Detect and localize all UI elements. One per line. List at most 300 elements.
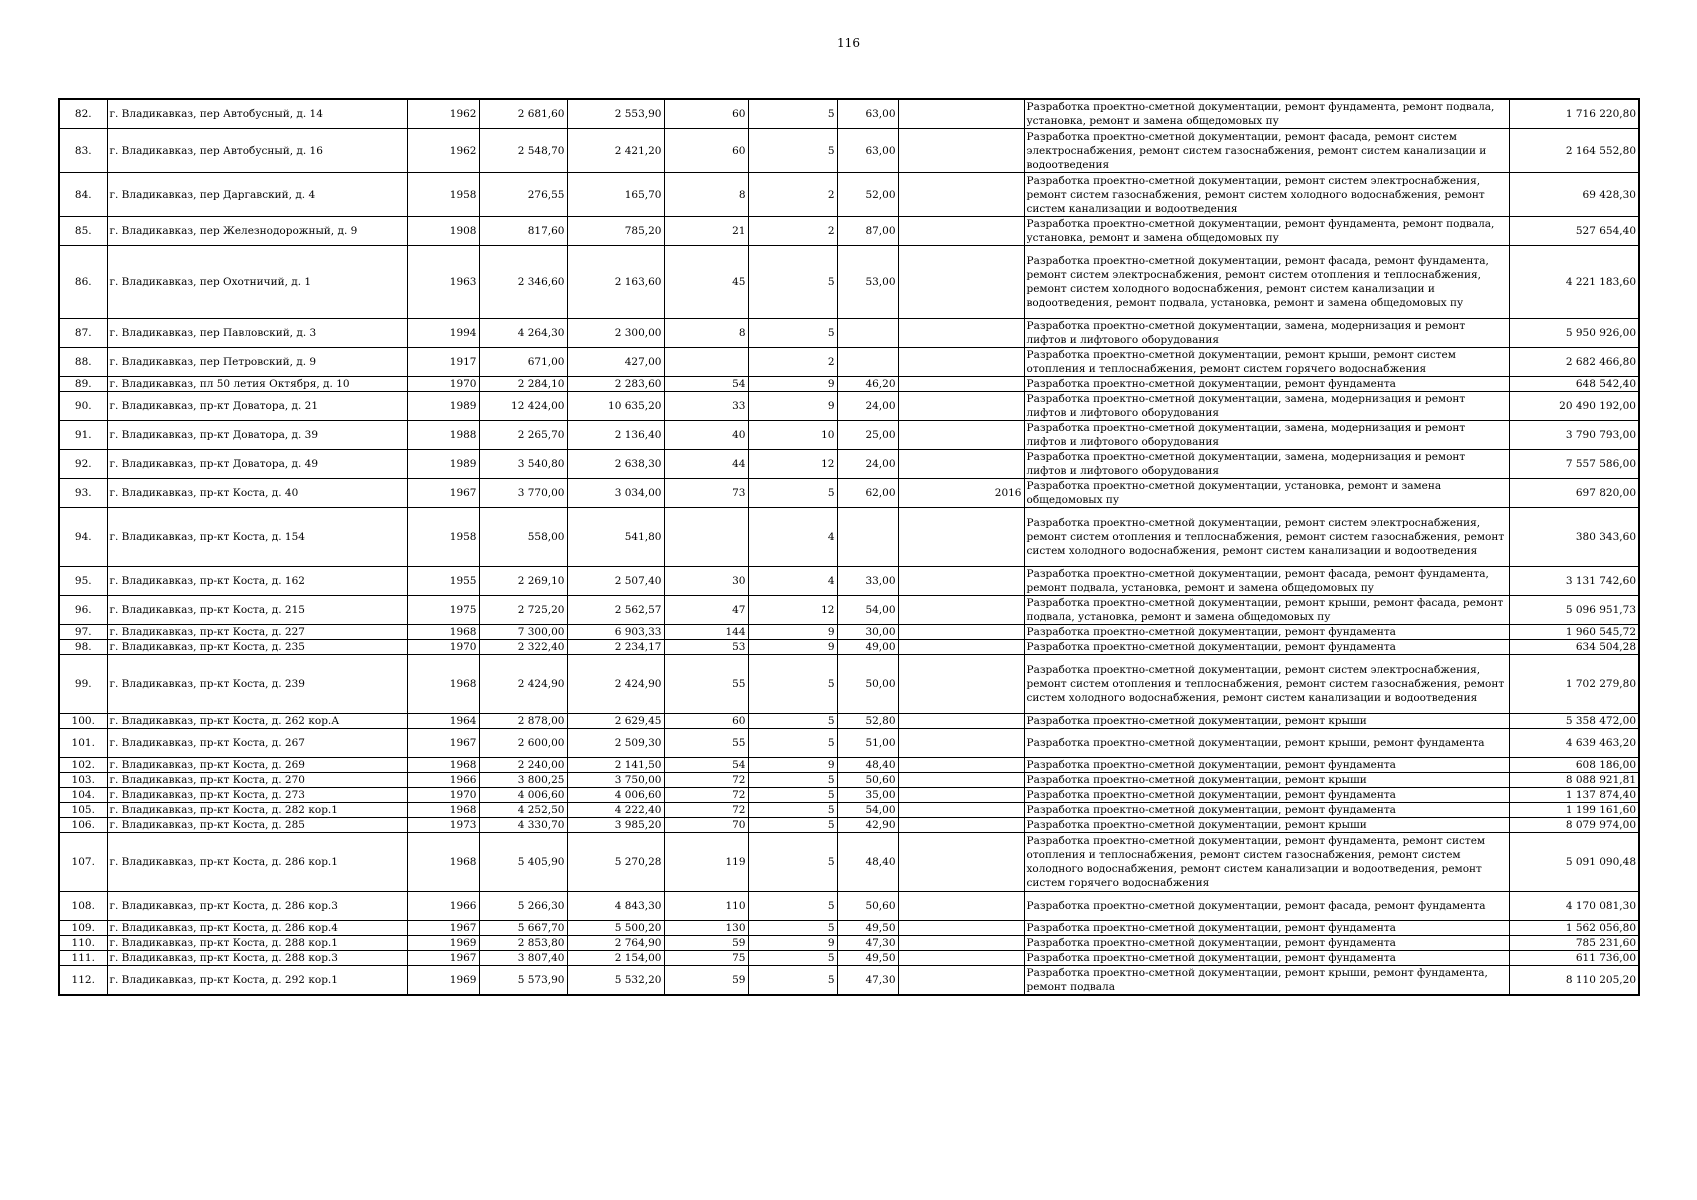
cost-cell: 8 079 974,00 bbox=[1509, 818, 1639, 833]
works-description-cell: Разработка проектно-сметной документации, ремонт фундамента bbox=[1024, 936, 1509, 951]
floors-cell: 12 bbox=[748, 450, 837, 479]
residents-cell: 60 bbox=[664, 714, 748, 729]
wear-percent-cell: 50,60 bbox=[837, 773, 898, 788]
floors-cell: 9 bbox=[748, 936, 837, 951]
table-row bbox=[59, 758, 1639, 773]
year-built-cell: 1962 bbox=[407, 129, 479, 173]
total-area-cell: 4 330,70 bbox=[479, 818, 567, 833]
works-description-cell: Разработка проектно-сметной документации, ремонт фундамента bbox=[1024, 803, 1509, 818]
table-row bbox=[59, 818, 1639, 833]
year-built-cell: 1967 bbox=[407, 479, 479, 508]
completion-year-cell bbox=[898, 640, 1024, 655]
cost-cell: 2 682 466,80 bbox=[1509, 348, 1639, 377]
wear-percent-cell: 33,00 bbox=[837, 567, 898, 596]
floors-cell: 5 bbox=[748, 966, 837, 996]
row-number: 96. bbox=[59, 596, 107, 625]
completion-year-cell bbox=[898, 129, 1024, 173]
residents-cell: 59 bbox=[664, 936, 748, 951]
residents-cell: 73 bbox=[664, 479, 748, 508]
row-number: 104. bbox=[59, 788, 107, 803]
table-row bbox=[59, 966, 1639, 996]
year-built-cell: 1917 bbox=[407, 348, 479, 377]
works-description-cell: Разработка проектно-сметной документации, ремонт фундамента, ремонт систем отопления и теплоснабжения, ремонт систем газоснабжения, ремонт систем холодного водоснабжения, ремонт систем канализации и водоотведения, ремонт систем горячего водоснабжения bbox=[1024, 833, 1509, 892]
wear-percent-cell: 35,00 bbox=[837, 788, 898, 803]
table-row bbox=[59, 936, 1639, 951]
floors-cell: 5 bbox=[748, 319, 837, 348]
year-built-cell: 1966 bbox=[407, 892, 479, 921]
completion-year-cell bbox=[898, 173, 1024, 217]
works-description-cell: Разработка проектно-сметной документации, ремонт фасада, ремонт фундамента, ремонт подвала, установка, ремонт и замена общедомовых пу bbox=[1024, 567, 1509, 596]
residents-cell: 75 bbox=[664, 951, 748, 966]
living-area-cell: 2 638,30 bbox=[567, 450, 664, 479]
floors-cell: 10 bbox=[748, 421, 837, 450]
row-number: 111. bbox=[59, 951, 107, 966]
completion-year-cell bbox=[898, 348, 1024, 377]
address-cell: г. Владикавказ, пр-кт Коста, д. 282 кор.1 bbox=[107, 803, 407, 818]
year-built-cell: 1970 bbox=[407, 640, 479, 655]
row-number: 99. bbox=[59, 655, 107, 714]
residents-cell: 21 bbox=[664, 217, 748, 246]
completion-year-cell bbox=[898, 936, 1024, 951]
completion-year-cell bbox=[898, 966, 1024, 996]
works-description-cell: Разработка проектно-сметной документации, ремонт фундамента bbox=[1024, 640, 1509, 655]
total-area-cell: 3 770,00 bbox=[479, 479, 567, 508]
residents-cell: 44 bbox=[664, 450, 748, 479]
table-row bbox=[59, 625, 1639, 640]
completion-year-cell bbox=[898, 773, 1024, 788]
row-number: 93. bbox=[59, 479, 107, 508]
living-area-cell: 2 154,00 bbox=[567, 951, 664, 966]
cost-cell: 634 504,28 bbox=[1509, 640, 1639, 655]
floors-cell: 5 bbox=[748, 479, 837, 508]
cost-cell: 4 639 463,20 bbox=[1509, 729, 1639, 758]
year-built-cell: 1989 bbox=[407, 450, 479, 479]
residents-cell: 72 bbox=[664, 803, 748, 818]
works-description-cell: Разработка проектно-сметной документации, ремонт систем электроснабжения, ремонт систем газоснабжения, ремонт систем холодного водоснабжения, ремонт систем канализации и водоотведения bbox=[1024, 173, 1509, 217]
row-number: 103. bbox=[59, 773, 107, 788]
floors-cell: 9 bbox=[748, 377, 837, 392]
table-row bbox=[59, 788, 1639, 803]
completion-year-cell bbox=[898, 567, 1024, 596]
residents-cell: 54 bbox=[664, 758, 748, 773]
residents-cell: 40 bbox=[664, 421, 748, 450]
floors-cell: 2 bbox=[748, 217, 837, 246]
wear-percent-cell: 30,00 bbox=[837, 625, 898, 640]
living-area-cell: 6 903,33 bbox=[567, 625, 664, 640]
cost-cell: 8 110 205,20 bbox=[1509, 966, 1639, 996]
living-area-cell: 541,80 bbox=[567, 508, 664, 567]
residents-cell: 53 bbox=[664, 640, 748, 655]
works-description-cell: Разработка проектно-сметной документации, ремонт систем электроснабжения, ремонт систем отопления и теплоснабжения, ремонт систем газоснабжения, ремонт систем холодного водоснабжения, ремонт систем канализации и водоотведения bbox=[1024, 508, 1509, 567]
address-cell: г. Владикавказ, пр-кт Коста, д. 267 bbox=[107, 729, 407, 758]
wear-percent-cell: 53,00 bbox=[837, 246, 898, 319]
year-built-cell: 1969 bbox=[407, 966, 479, 996]
wear-percent-cell: 63,00 bbox=[837, 129, 898, 173]
completion-year-cell bbox=[898, 217, 1024, 246]
address-cell: г. Владикавказ, пер Охотничий, д. 1 bbox=[107, 246, 407, 319]
works-description-cell: Разработка проектно-сметной документации, ремонт крыши bbox=[1024, 818, 1509, 833]
address-cell: г. Владикавказ, пер Железнодорожный, д. 9 bbox=[107, 217, 407, 246]
residents-cell: 144 bbox=[664, 625, 748, 640]
floors-cell: 5 bbox=[748, 246, 837, 319]
table-row bbox=[59, 173, 1639, 217]
residents-cell: 33 bbox=[664, 392, 748, 421]
cost-cell: 380 343,60 bbox=[1509, 508, 1639, 567]
address-cell: г. Владикавказ, пр-кт Коста, д. 288 кор.1 bbox=[107, 936, 407, 951]
living-area-cell: 2 421,20 bbox=[567, 129, 664, 173]
address-cell: г. Владикавказ, пр-кт Коста, д. 286 кор.4 bbox=[107, 921, 407, 936]
year-built-cell: 1967 bbox=[407, 729, 479, 758]
completion-year-cell bbox=[898, 246, 1024, 319]
table-row bbox=[59, 348, 1639, 377]
works-description-cell: Разработка проектно-сметной документации, установка, ремонт и замена общедомовых пу bbox=[1024, 479, 1509, 508]
total-area-cell: 2 269,10 bbox=[479, 567, 567, 596]
completion-year-cell bbox=[898, 655, 1024, 714]
total-area-cell: 7 300,00 bbox=[479, 625, 567, 640]
row-number: 101. bbox=[59, 729, 107, 758]
row-number: 88. bbox=[59, 348, 107, 377]
living-area-cell: 2 629,45 bbox=[567, 714, 664, 729]
total-area-cell: 2 853,80 bbox=[479, 936, 567, 951]
table-row bbox=[59, 729, 1639, 758]
residents-cell bbox=[664, 508, 748, 567]
living-area-cell: 427,00 bbox=[567, 348, 664, 377]
floors-cell: 5 bbox=[748, 803, 837, 818]
address-cell: г. Владикавказ, пер Автобусный, д. 14 bbox=[107, 99, 407, 129]
floors-cell: 5 bbox=[748, 818, 837, 833]
address-cell: г. Владикавказ, пр-кт Коста, д. 288 кор.3 bbox=[107, 951, 407, 966]
year-built-cell: 1968 bbox=[407, 625, 479, 640]
residents-cell: 70 bbox=[664, 818, 748, 833]
total-area-cell: 2 284,10 bbox=[479, 377, 567, 392]
address-cell: г. Владикавказ, пр-кт Коста, д. 285 bbox=[107, 818, 407, 833]
total-area-cell: 3 800,25 bbox=[479, 773, 567, 788]
works-description-cell: Разработка проектно-сметной документации, ремонт фасада, ремонт фундамента bbox=[1024, 892, 1509, 921]
residents-cell: 47 bbox=[664, 596, 748, 625]
cost-cell: 1 562 056,80 bbox=[1509, 921, 1639, 936]
address-cell: г. Владикавказ, пр-кт Коста, д. 40 bbox=[107, 479, 407, 508]
wear-percent-cell: 49,50 bbox=[837, 921, 898, 936]
address-cell: г. Владикавказ, пер Автобусный, д. 16 bbox=[107, 129, 407, 173]
living-area-cell: 2 141,50 bbox=[567, 758, 664, 773]
wear-percent-cell: 52,00 bbox=[837, 173, 898, 217]
works-description-cell: Разработка проектно-сметной документации, замена, модернизация и ремонт лифтов и лифтового оборудования bbox=[1024, 421, 1509, 450]
cost-cell: 2 164 552,80 bbox=[1509, 129, 1639, 173]
completion-year-cell bbox=[898, 892, 1024, 921]
living-area-cell: 3 034,00 bbox=[567, 479, 664, 508]
total-area-cell: 2 548,70 bbox=[479, 129, 567, 173]
year-built-cell: 1969 bbox=[407, 936, 479, 951]
floors-cell: 9 bbox=[748, 640, 837, 655]
residents-cell: 60 bbox=[664, 129, 748, 173]
wear-percent-cell: 51,00 bbox=[837, 729, 898, 758]
completion-year-cell bbox=[898, 596, 1024, 625]
wear-percent-cell: 54,00 bbox=[837, 596, 898, 625]
cost-cell: 20 490 192,00 bbox=[1509, 392, 1639, 421]
living-area-cell: 2 234,17 bbox=[567, 640, 664, 655]
year-built-cell: 1988 bbox=[407, 421, 479, 450]
floors-cell: 5 bbox=[748, 129, 837, 173]
row-number: 105. bbox=[59, 803, 107, 818]
works-description-cell: Разработка проектно-сметной документации, ремонт крыши, ремонт фасада, ремонт подвала, установка, ремонт и замена общедомовых пу bbox=[1024, 596, 1509, 625]
address-cell: г. Владикавказ, пр-кт Коста, д. 269 bbox=[107, 758, 407, 773]
completion-year-cell bbox=[898, 450, 1024, 479]
living-area-cell: 785,20 bbox=[567, 217, 664, 246]
year-built-cell: 1967 bbox=[407, 951, 479, 966]
residents-cell: 60 bbox=[664, 99, 748, 129]
residents-cell: 130 bbox=[664, 921, 748, 936]
address-cell: г. Владикавказ, пр-кт Коста, д. 273 bbox=[107, 788, 407, 803]
address-cell: г. Владикавказ, пл 50 летия Октября, д. 10 bbox=[107, 377, 407, 392]
total-area-cell: 5 405,90 bbox=[479, 833, 567, 892]
residents-cell: 59 bbox=[664, 966, 748, 996]
completion-year-cell bbox=[898, 788, 1024, 803]
completion-year-cell bbox=[898, 714, 1024, 729]
table-row bbox=[59, 803, 1639, 818]
completion-year-cell bbox=[898, 99, 1024, 129]
residents-cell: 72 bbox=[664, 773, 748, 788]
address-cell: г. Владикавказ, пр-кт Коста, д. 162 bbox=[107, 567, 407, 596]
table-row bbox=[59, 479, 1639, 508]
cost-cell: 5 096 951,73 bbox=[1509, 596, 1639, 625]
residents-cell: 72 bbox=[664, 788, 748, 803]
wear-percent-cell: 54,00 bbox=[837, 803, 898, 818]
table-row bbox=[59, 567, 1639, 596]
residents-cell: 55 bbox=[664, 655, 748, 714]
works-description-cell: Разработка проектно-сметной документации, ремонт фасада, ремонт фундамента, ремонт систем электроснабжения, ремонт систем отопления и теплоснабжения, ремонт систем холодного водоснабжения, ремонт систем канализации и водоотведения, ремонт подвала, установка, ремонт и замена общедомовых пу bbox=[1024, 246, 1509, 319]
cost-cell: 785 231,60 bbox=[1509, 936, 1639, 951]
year-built-cell: 1968 bbox=[407, 758, 479, 773]
address-cell: г. Владикавказ, пер Петровский, д. 9 bbox=[107, 348, 407, 377]
year-built-cell: 1955 bbox=[407, 567, 479, 596]
table-body bbox=[59, 99, 1639, 995]
row-number: 95. bbox=[59, 567, 107, 596]
works-description-cell: Разработка проектно-сметной документации, ремонт фундамента, ремонт подвала, установка, ремонт и замена общедомовых пу bbox=[1024, 217, 1509, 246]
wear-percent-cell bbox=[837, 319, 898, 348]
residents-cell: 45 bbox=[664, 246, 748, 319]
completion-year-cell bbox=[898, 921, 1024, 936]
residents-cell bbox=[664, 348, 748, 377]
table-row bbox=[59, 450, 1639, 479]
wear-percent-cell: 47,30 bbox=[837, 936, 898, 951]
wear-percent-cell: 48,40 bbox=[837, 758, 898, 773]
living-area-cell: 3 985,20 bbox=[567, 818, 664, 833]
works-description-cell: Разработка проектно-сметной документации, ремонт фундамента, ремонт подвала, установка, ремонт и замена общедомовых пу bbox=[1024, 99, 1509, 129]
housing-repair-table bbox=[58, 98, 1640, 996]
floors-cell: 5 bbox=[748, 655, 837, 714]
living-area-cell: 2 283,60 bbox=[567, 377, 664, 392]
works-description-cell: Разработка проектно-сметной документации, ремонт крыши, ремонт фундамента bbox=[1024, 729, 1509, 758]
completion-year-cell: 2016 bbox=[898, 479, 1024, 508]
cost-cell: 8 088 921,81 bbox=[1509, 773, 1639, 788]
wear-percent-cell: 63,00 bbox=[837, 99, 898, 129]
cost-cell: 7 557 586,00 bbox=[1509, 450, 1639, 479]
cost-cell: 4 170 081,30 bbox=[1509, 892, 1639, 921]
row-number: 89. bbox=[59, 377, 107, 392]
address-cell: г. Владикавказ, пр-кт Коста, д. 286 кор.1 bbox=[107, 833, 407, 892]
completion-year-cell bbox=[898, 833, 1024, 892]
total-area-cell: 12 424,00 bbox=[479, 392, 567, 421]
completion-year-cell bbox=[898, 392, 1024, 421]
row-number: 94. bbox=[59, 508, 107, 567]
row-number: 108. bbox=[59, 892, 107, 921]
year-built-cell: 1968 bbox=[407, 833, 479, 892]
year-built-cell: 1968 bbox=[407, 655, 479, 714]
wear-percent-cell: 47,30 bbox=[837, 966, 898, 996]
completion-year-cell bbox=[898, 377, 1024, 392]
cost-cell: 697 820,00 bbox=[1509, 479, 1639, 508]
table-row bbox=[59, 508, 1639, 567]
living-area-cell: 5 532,20 bbox=[567, 966, 664, 996]
floors-cell: 4 bbox=[748, 567, 837, 596]
completion-year-cell bbox=[898, 803, 1024, 818]
address-cell: г. Владикавказ, пр-кт Коста, д. 270 bbox=[107, 773, 407, 788]
row-number: 106. bbox=[59, 818, 107, 833]
works-description-cell: Разработка проектно-сметной документации, ремонт фундамента bbox=[1024, 951, 1509, 966]
floors-cell: 2 bbox=[748, 348, 837, 377]
living-area-cell: 5 500,20 bbox=[567, 921, 664, 936]
total-area-cell: 5 667,70 bbox=[479, 921, 567, 936]
works-description-cell: Разработка проектно-сметной документации, ремонт систем электроснабжения, ремонт систем отопления и теплоснабжения, ремонт систем газоснабжения, ремонт систем холодного водоснабжения, ремонт систем канализации и водоотведения bbox=[1024, 655, 1509, 714]
year-built-cell: 1967 bbox=[407, 921, 479, 936]
total-area-cell: 3 540,80 bbox=[479, 450, 567, 479]
works-description-cell: Разработка проектно-сметной документации, ремонт фундамента bbox=[1024, 625, 1509, 640]
total-area-cell: 5 573,90 bbox=[479, 966, 567, 996]
works-description-cell: Разработка проектно-сметной документации, ремонт фундамента bbox=[1024, 788, 1509, 803]
row-number: 102. bbox=[59, 758, 107, 773]
floors-cell: 5 bbox=[748, 833, 837, 892]
floors-cell: 9 bbox=[748, 758, 837, 773]
living-area-cell: 4 843,30 bbox=[567, 892, 664, 921]
total-area-cell: 4 006,60 bbox=[479, 788, 567, 803]
wear-percent-cell bbox=[837, 348, 898, 377]
total-area-cell: 5 266,30 bbox=[479, 892, 567, 921]
table-row bbox=[59, 833, 1639, 892]
floors-cell: 4 bbox=[748, 508, 837, 567]
total-area-cell: 817,60 bbox=[479, 217, 567, 246]
wear-percent-cell: 25,00 bbox=[837, 421, 898, 450]
address-cell: г. Владикавказ, пр-кт Доватора, д. 39 bbox=[107, 421, 407, 450]
wear-percent-cell: 49,50 bbox=[837, 951, 898, 966]
row-number: 90. bbox=[59, 392, 107, 421]
address-cell: г. Владикавказ, пр-кт Коста, д. 215 bbox=[107, 596, 407, 625]
row-number: 83. bbox=[59, 129, 107, 173]
floors-cell: 2 bbox=[748, 173, 837, 217]
floors-cell: 5 bbox=[748, 714, 837, 729]
completion-year-cell bbox=[898, 758, 1024, 773]
address-cell: г. Владикавказ, пр-кт Коста, д. 292 кор.1 bbox=[107, 966, 407, 996]
table-row bbox=[59, 921, 1639, 936]
residents-cell: 54 bbox=[664, 377, 748, 392]
row-number: 82. bbox=[59, 99, 107, 129]
wear-percent-cell: 24,00 bbox=[837, 450, 898, 479]
table-row bbox=[59, 421, 1639, 450]
year-built-cell: 1989 bbox=[407, 392, 479, 421]
year-built-cell: 1908 bbox=[407, 217, 479, 246]
works-description-cell: Разработка проектно-сметной документации, ремонт крыши bbox=[1024, 714, 1509, 729]
table-row bbox=[59, 951, 1639, 966]
table-row bbox=[59, 655, 1639, 714]
total-area-cell: 558,00 bbox=[479, 508, 567, 567]
row-number: 86. bbox=[59, 246, 107, 319]
address-cell: г. Владикавказ, пр-кт Коста, д. 154 bbox=[107, 508, 407, 567]
cost-cell: 648 542,40 bbox=[1509, 377, 1639, 392]
table-row bbox=[59, 217, 1639, 246]
total-area-cell: 4 252,50 bbox=[479, 803, 567, 818]
living-area-cell: 2 300,00 bbox=[567, 319, 664, 348]
floors-cell: 5 bbox=[748, 729, 837, 758]
year-built-cell: 1970 bbox=[407, 788, 479, 803]
floors-cell: 5 bbox=[748, 788, 837, 803]
cost-cell: 5 091 090,48 bbox=[1509, 833, 1639, 892]
living-area-cell: 2 562,57 bbox=[567, 596, 664, 625]
wear-percent-cell: 24,00 bbox=[837, 392, 898, 421]
wear-percent-cell: 87,00 bbox=[837, 217, 898, 246]
row-number: 100. bbox=[59, 714, 107, 729]
wear-percent-cell: 49,00 bbox=[837, 640, 898, 655]
cost-cell: 1 702 279,80 bbox=[1509, 655, 1639, 714]
total-area-cell: 2 240,00 bbox=[479, 758, 567, 773]
floors-cell: 5 bbox=[748, 921, 837, 936]
table-row bbox=[59, 377, 1639, 392]
living-area-cell: 2 553,90 bbox=[567, 99, 664, 129]
total-area-cell: 2 424,90 bbox=[479, 655, 567, 714]
residents-cell: 119 bbox=[664, 833, 748, 892]
completion-year-cell bbox=[898, 729, 1024, 758]
living-area-cell: 4 222,40 bbox=[567, 803, 664, 818]
wear-percent-cell: 62,00 bbox=[837, 479, 898, 508]
residents-cell: 55 bbox=[664, 729, 748, 758]
year-built-cell: 1994 bbox=[407, 319, 479, 348]
row-number: 112. bbox=[59, 966, 107, 996]
year-built-cell: 1958 bbox=[407, 508, 479, 567]
wear-percent-cell: 46,20 bbox=[837, 377, 898, 392]
table-row bbox=[59, 246, 1639, 319]
row-number: 97. bbox=[59, 625, 107, 640]
completion-year-cell bbox=[898, 625, 1024, 640]
living-area-cell: 2 764,90 bbox=[567, 936, 664, 951]
total-area-cell: 3 807,40 bbox=[479, 951, 567, 966]
row-number: 110. bbox=[59, 936, 107, 951]
wear-percent-cell: 50,00 bbox=[837, 655, 898, 714]
table-row bbox=[59, 892, 1639, 921]
table-row bbox=[59, 392, 1639, 421]
address-cell: г. Владикавказ, пр-кт Коста, д. 286 кор.3 bbox=[107, 892, 407, 921]
living-area-cell: 2 507,40 bbox=[567, 567, 664, 596]
address-cell: г. Владикавказ, пр-кт Доватора, д. 21 bbox=[107, 392, 407, 421]
cost-cell: 4 221 183,60 bbox=[1509, 246, 1639, 319]
table-row bbox=[59, 773, 1639, 788]
total-area-cell: 276,55 bbox=[479, 173, 567, 217]
row-number: 91. bbox=[59, 421, 107, 450]
address-cell: г. Владикавказ, пр-кт Коста, д. 262 кор.А bbox=[107, 714, 407, 729]
floors-cell: 9 bbox=[748, 625, 837, 640]
floors-cell: 5 bbox=[748, 99, 837, 129]
address-cell: г. Владикавказ, пр-кт Доватора, д. 49 bbox=[107, 450, 407, 479]
works-description-cell: Разработка проектно-сметной документации, ремонт фундамента bbox=[1024, 921, 1509, 936]
living-area-cell: 165,70 bbox=[567, 173, 664, 217]
cost-cell: 1 199 161,60 bbox=[1509, 803, 1639, 818]
works-description-cell: Разработка проектно-сметной документации, ремонт фундамента bbox=[1024, 758, 1509, 773]
cost-cell: 608 186,00 bbox=[1509, 758, 1639, 773]
total-area-cell: 4 264,30 bbox=[479, 319, 567, 348]
wear-percent-cell bbox=[837, 508, 898, 567]
table-row bbox=[59, 714, 1639, 729]
row-number: 98. bbox=[59, 640, 107, 655]
row-number: 92. bbox=[59, 450, 107, 479]
total-area-cell: 2 878,00 bbox=[479, 714, 567, 729]
table-row bbox=[59, 99, 1639, 129]
